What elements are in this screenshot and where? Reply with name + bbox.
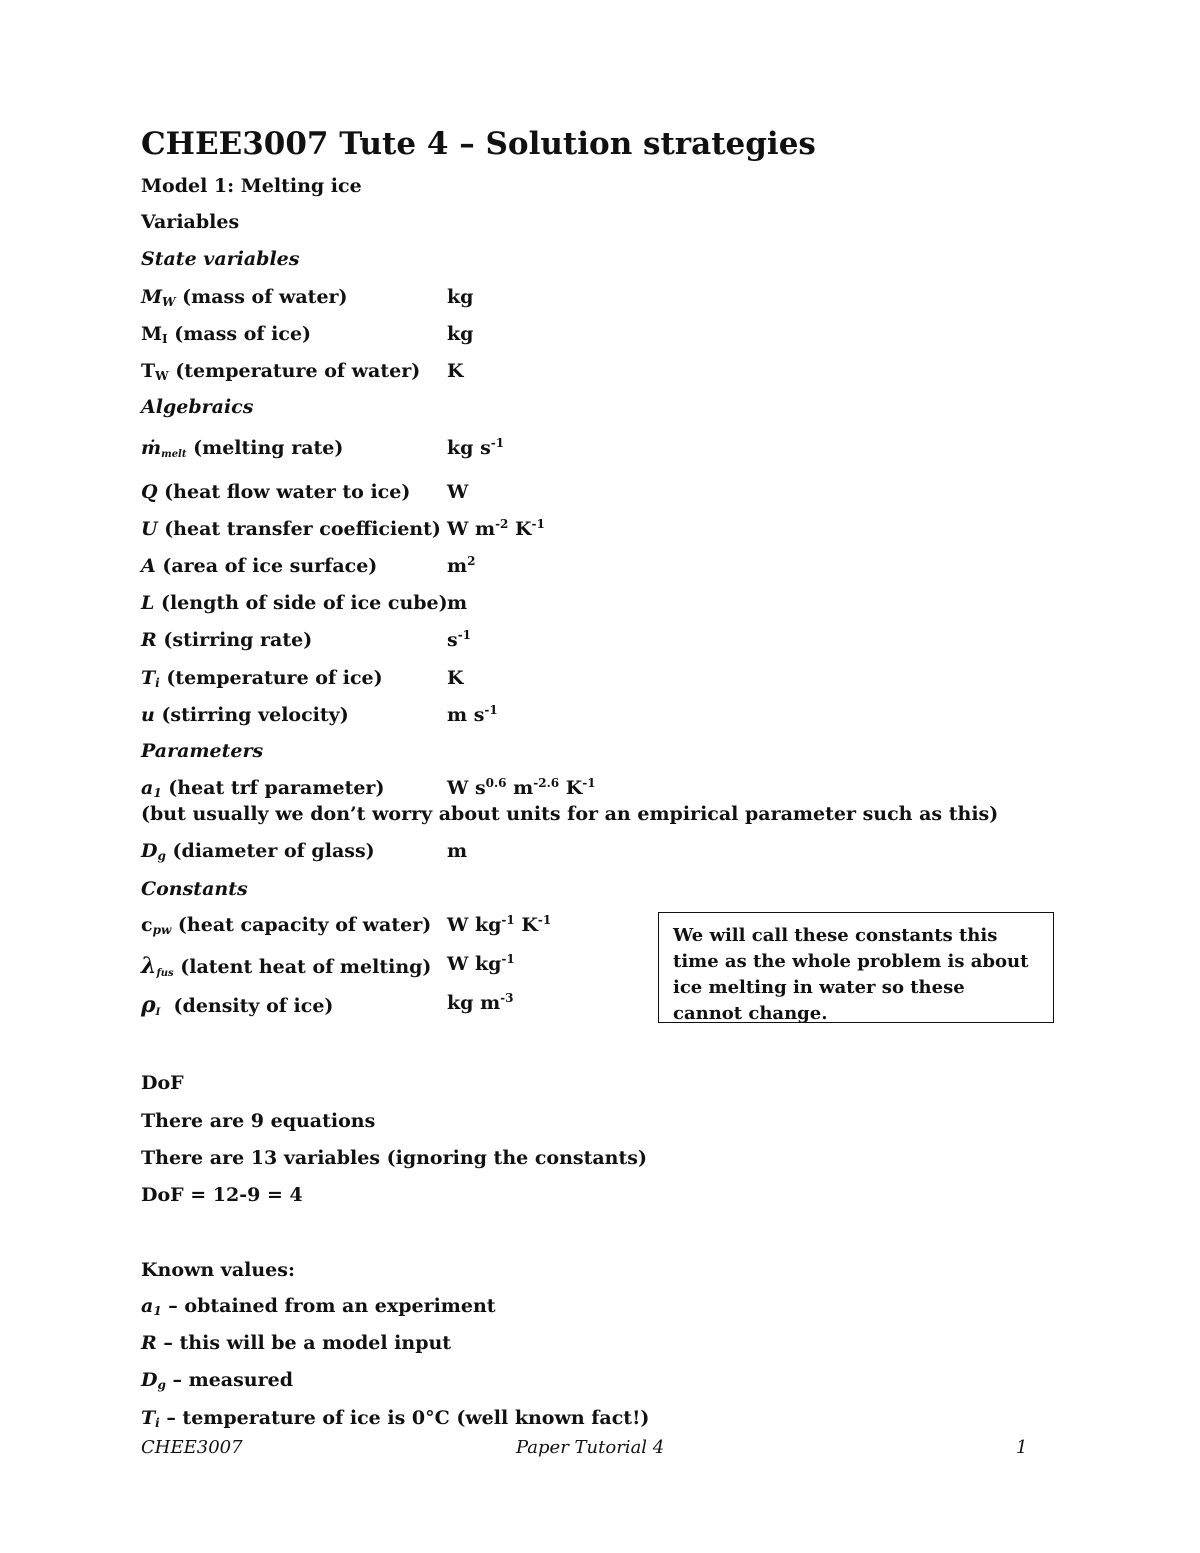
unit: W kg: [447, 914, 502, 936]
unit-heat-flow: W: [447, 481, 469, 503]
symbol: R: [141, 629, 157, 651]
var-length: [141, 594, 448, 613]
exponent: -1: [501, 913, 515, 927]
unit-temp-water: K: [447, 360, 464, 382]
param-diameter-glass: [141, 842, 375, 861]
unit: K: [559, 777, 583, 799]
const-latent-heat: [141, 955, 431, 977]
description: (stirring velocity): [154, 704, 349, 726]
description: (diameter of glass): [165, 840, 375, 862]
parameters-heading: Parameters: [141, 740, 264, 762]
symbol: a: [141, 777, 154, 799]
subscript: W: [162, 295, 176, 309]
symbol: λ: [141, 953, 157, 979]
unit-stirring-velocity: [447, 703, 498, 726]
subscript: g: [157, 849, 166, 863]
subscript: i: [155, 676, 160, 690]
var-mass-water: [141, 288, 348, 307]
unit: kg m: [447, 992, 501, 1014]
var-temp-water: [141, 362, 420, 381]
state-variables-heading: State variables: [141, 248, 300, 270]
unit-density-ice: [447, 991, 514, 1014]
symbol: M: [141, 323, 163, 345]
algebraics-heading: Algebraics: [141, 396, 254, 418]
exponent: -3: [500, 991, 514, 1005]
description: (heat capacity of water): [171, 914, 432, 936]
subscript: pw: [152, 923, 172, 937]
exponent: -1: [531, 517, 545, 531]
var-area: [141, 557, 377, 576]
symbol: R: [141, 1332, 157, 1354]
subscript: W: [155, 369, 169, 383]
unit-mass-water: kg: [447, 286, 474, 308]
known-Dg: [141, 1371, 293, 1390]
description: – obtained from an experiment: [161, 1295, 496, 1317]
description: (density of ice): [160, 995, 334, 1017]
unit: s: [447, 629, 458, 651]
description: (length of side of ice cube): [154, 592, 448, 614]
exponent: -1: [490, 436, 505, 450]
var-heat-transfer-coeff: [141, 520, 441, 539]
subscript: 1: [153, 1304, 162, 1318]
symbol: M: [141, 286, 163, 308]
var-stirring-velocity: [141, 706, 349, 725]
var-stirring-rate: [141, 631, 312, 650]
symbol: ṁ: [141, 437, 162, 459]
unit-heat-capacity: [447, 913, 552, 936]
description: (stirring rate): [156, 629, 313, 651]
description: (melting rate): [186, 437, 344, 459]
description: (temperature of ice): [159, 667, 383, 689]
unit: m s: [447, 704, 485, 726]
symbol: T: [141, 667, 156, 689]
known-R: [141, 1334, 451, 1353]
constants-note-box: We will call these constants this time as the whole problem is about ice melting in water so these cannot change.: [658, 912, 1054, 1023]
const-heat-capacity: [141, 916, 431, 935]
subscript: melt: [161, 449, 187, 460]
symbol: U: [141, 518, 158, 540]
symbol: ρ: [141, 992, 156, 1018]
constants-heading: Constants: [141, 878, 248, 900]
exponent: -1: [537, 913, 552, 927]
description: (heat trf parameter): [161, 777, 385, 799]
unit: W m: [447, 518, 496, 540]
exponent: 0.6: [485, 776, 507, 790]
unit-temp-ice: K: [447, 667, 464, 689]
unit-length: m: [447, 592, 468, 614]
symbol: c: [141, 914, 153, 936]
footer-course: CHEE3007: [141, 1437, 243, 1458]
description: (temperature of water): [168, 360, 421, 382]
description: (heat transfer coefficient): [157, 518, 441, 540]
model-heading: Model 1: Melting ice: [141, 175, 362, 197]
var-heat-flow: [141, 483, 410, 502]
exponent: 2: [467, 554, 476, 568]
subscript: I: [155, 1007, 161, 1018]
known-values-heading: Known values:: [141, 1259, 295, 1281]
dof-result: DoF = 12-9 = 4: [141, 1184, 303, 1206]
description: (mass of ice): [167, 323, 312, 345]
subscript: fus: [156, 968, 174, 979]
unit-a1: [447, 776, 596, 799]
exponent: -2.6: [533, 776, 560, 790]
subscript: g: [157, 1378, 166, 1392]
exponent: -1: [484, 703, 498, 717]
dof-equations: There are 9 equations: [141, 1110, 376, 1132]
exponent: -1: [582, 776, 596, 790]
exponent: -1: [501, 952, 515, 966]
unit: W s: [447, 777, 486, 799]
known-Ti: [141, 1409, 649, 1428]
unit: K: [514, 914, 538, 936]
description: – this will be a model input: [156, 1332, 452, 1354]
description: – temperature of ice is 0°C (well known fact!): [159, 1407, 650, 1429]
var-temp-ice: [141, 669, 383, 688]
unit-diameter-glass: m: [447, 840, 468, 862]
unit: W kg: [447, 953, 502, 975]
dof-variables: There are 13 variables (ignoring the constants): [141, 1147, 647, 1169]
unit-area: [447, 554, 476, 577]
param-a1: [141, 779, 384, 798]
symbol: L: [141, 592, 155, 614]
symbol: D: [141, 840, 158, 862]
unit-heat-transfer-coeff: [447, 517, 545, 540]
symbol: D: [141, 1369, 158, 1391]
description: (area of ice surface): [155, 555, 378, 577]
description: (heat flow water to ice): [157, 481, 411, 503]
unit: kg s: [447, 437, 491, 459]
known-a1: [141, 1297, 496, 1316]
dof-heading: DoF: [141, 1072, 184, 1094]
unit-latent-heat: [447, 952, 515, 975]
unit-melting-rate: [447, 436, 505, 459]
unit: m: [447, 555, 468, 577]
symbol: A: [141, 555, 156, 577]
a1-units-note: (but usually we don’t worry about units for an empirical parameter such as this): [141, 803, 999, 825]
subscript: I: [162, 332, 168, 346]
subscript: 1: [153, 786, 162, 800]
symbol: a: [141, 1295, 154, 1317]
variables-heading: Variables: [141, 211, 240, 233]
var-melting-rate: [141, 439, 343, 458]
var-mass-ice: [141, 325, 311, 344]
symbol: Q: [141, 481, 158, 503]
unit-stirring-rate: [447, 628, 472, 651]
symbol: u: [141, 704, 155, 726]
unit-mass-ice: kg: [447, 323, 474, 345]
subscript: i: [155, 1416, 160, 1430]
footer-title: Paper Tutorial 4: [516, 1437, 665, 1458]
exponent: -2: [495, 517, 509, 531]
description: – measured: [165, 1369, 294, 1391]
unit: m: [506, 777, 534, 799]
unit: K: [508, 518, 532, 540]
symbol: T: [141, 360, 156, 382]
page-title: CHEE3007 Tute 4 – Solution strategies: [141, 126, 816, 162]
const-density-ice: [141, 994, 333, 1016]
exponent: -1: [457, 628, 472, 642]
footer-page-number: 1: [1016, 1437, 1028, 1458]
symbol: T: [141, 1407, 156, 1429]
description: (mass of water): [175, 286, 348, 308]
description: (latent heat of melting): [173, 956, 432, 978]
